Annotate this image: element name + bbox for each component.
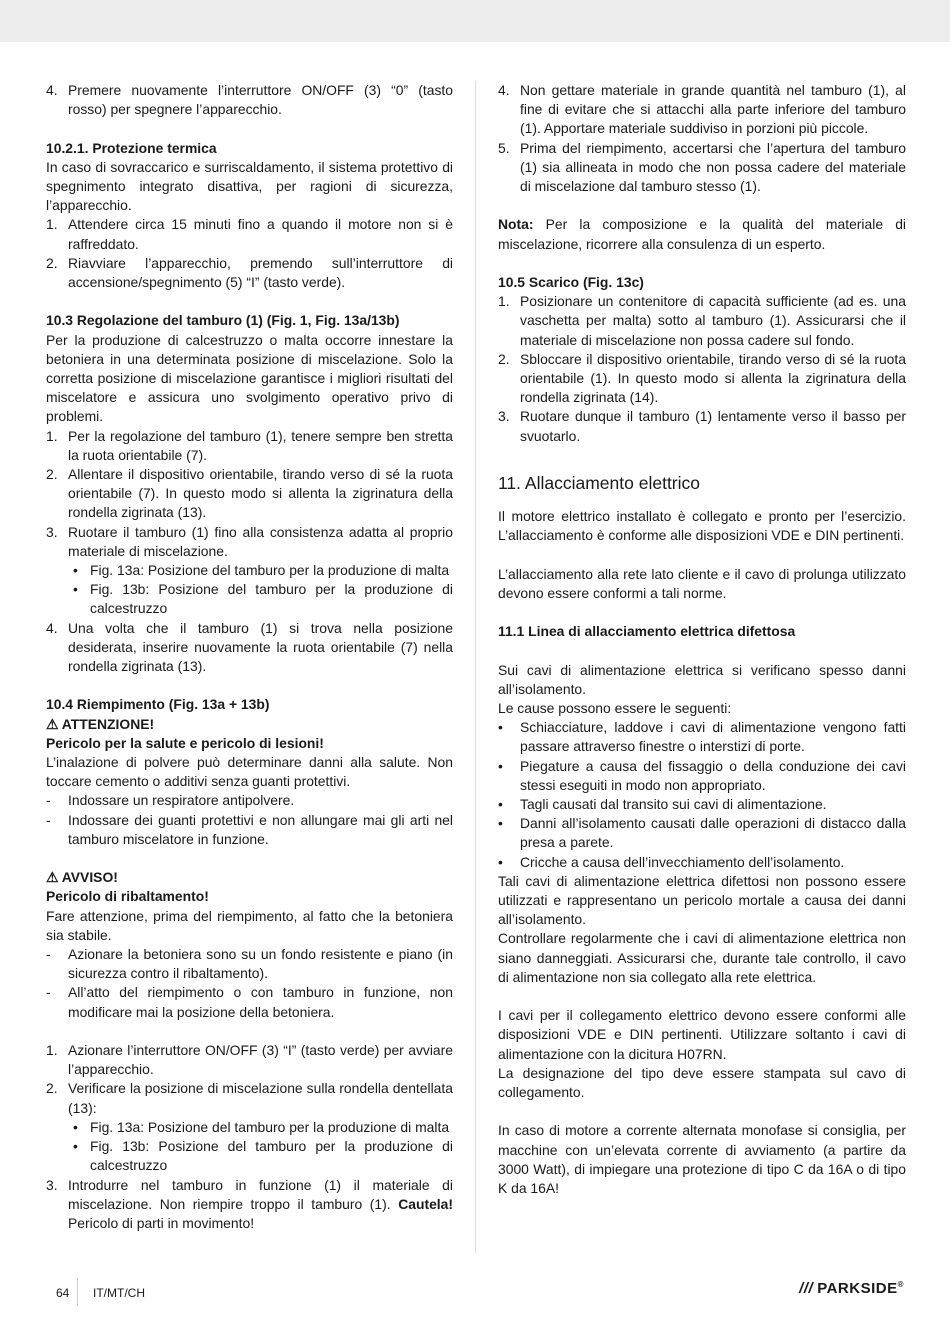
bullet-item: • Fig. 13b: Posizione del tamburo per la produzione di calcestruzzo [73,581,453,617]
paragraph: Tali cavi di alimentazione elettrica difettosi non possono essere utilizzati e rappresentano un pericolo mortale a causa dei danni all’isolamento. [498,872,906,928]
note: Nota: Per la composizione e la qualità del materiale di miscelazione, ricorrere alla consulenza di un esperto. [498,216,907,252]
bullet-item: • Fig. 13b: Posizione del tamburo per la produzione di calcestruzzo [73,1138,453,1174]
list-item: 1. Attendere circa 15 minuti fino a quando il motore non si è raffreddato. [46,216,453,252]
paragraph: In caso di motore a corrente alternata monofase si consiglia, per macchine con un’elevata corrente di avviamento (a partire da 3000 Watt), di impiegare una protezione di tipo C da 16A o di tipo K da 16A! [498,1122,906,1197]
list-item: - Indossare un respiratore antipolvere. [46,792,295,809]
header-bar [0,0,950,42]
brand-logo: /// PARKSIDE® [799,1280,904,1297]
language-code: IT/MT/CH [93,1286,145,1300]
list-item: 1. Posizionare un contenitore di capacità sufficiente (ad es. una vaschetta per malta) sotto al tamburo (1). Assicurarsi che il materiale di miscelazione non possa cadere sul fondo. [498,293,906,348]
paragraph: Controllare regolarmente che i cavi di alimentazione elettrica non siano danneggiati. Assicurarsi che, durante tale controllo, il cavo di alimentazione non sia collegato alla rete elettrica. [498,930,906,985]
list-item: - All’atto del riempimento o con tamburo in funzione, non modificare mai la posizione della betoniera. [46,984,453,1020]
right-column [498,81,906,1198]
list-item: 2. Sbloccare il dispositivo orientabile, tirando verso di sé la ruota orientabile (1). In questo modo si allenta la zigrinatura della rondella zigrinata (14). [498,350,906,406]
list-item: 3. Introdurre nel tamburo in funzione (1) il materiale di miscelazione. Non riempire troppo il tamburo (1). Cautela! Pericolo di parti in movimento! [46,1176,454,1231]
section-heading: 10.4 Riempimento (Fig. 13a + 13b) [46,696,270,713]
list-item: - Indossare dei guanti protettivi e non allungare mai gli arti nel tamburo miscelatore in funzione. [46,811,453,847]
section-heading: 10.3 Regolazione del tamburo (1) (Fig. 1, Fig. 13a/13b) [46,312,400,329]
warning-label: ⚠ AVVISO! [46,869,118,886]
list-item: - Azionare la betoniera sono su un fondo resistente e piano (in sicurezza contro il ribaltamento). [46,946,453,982]
warning-subtitle: Pericolo per la salute e pericolo di lesioni! [46,734,324,751]
warning-subtitle: Pericolo di ribaltamento! [46,888,209,905]
section-heading: 10.5 Scarico (Fig. 13c) [498,274,644,290]
paragraph: La designazione del tipo deve essere stampata sul cavo di collegamento. [498,1064,906,1101]
list-item: 2. Verificare la posizione di miscelazione sulla rondella dentellata (13): [46,1080,453,1116]
paragraph: Sui cavi di alimentazione elettrica si verificano spesso danni all’isolamento. [498,661,906,697]
warning-label: ⚠ ATTENZIONE! [46,715,155,732]
bullet-item: • Fig. 13a: Posizione del tamburo per la produzione di malta [73,1118,450,1135]
bullet-item: • Fig. 13a: Posizione del tamburo per la produzione di malta [73,562,450,579]
paragraph: L’inalazione di polvere può determinare danni alla salute. Non toccare cemento o additivi senza guanti protettivi. [46,754,453,790]
list-item: 2. Allentare il dispositivo orientabile, tirando verso di sé la ruota orientabile (7). In questo modo si allenta la zigrinatura della rondella zigrinata (13). [46,466,453,521]
list-item: 3. Ruotare il tamburo (1) fino alla consistenza adatta al proprio materiale di miscelazione. [46,523,453,559]
bullet-item: • Piegature a causa del fissaggio o della conduzione dei cavi stessi eseguiti in modo non appropriato. [498,757,906,793]
footer-divider [77,1278,78,1306]
bullet-item: • Cricche a causa dell’invecchiamento dell’isolamento. [498,853,845,870]
paragraph: I cavi per il collegamento elettrico devono essere conformi alle disposizioni VDE e DIN pertinenti. Utilizzare soltanto i cavi di alimentazione con la dicitura H07RN. [498,1007,906,1062]
section-heading: 10.2.1. Protezione termica [46,139,217,156]
paragraph: Il motore elettrico installato è collegato e pronto per l’esercizio. L’allacciamento è conforme alle disposizioni VDE e DIN pertinenti. [498,508,906,544]
paragraph: In caso di sovraccarico e surriscaldamento, il sistema protettivo di spegnimento integrato disattiva, per ragioni di sicurezza, l’apparecchio. [46,158,453,214]
list-item: 5. Prima del riempimento, accertarsi che l’apertura del tamburo (1) sia allineata in modo che non possa cadere del materiale di miscelazione dal tamburo stesso (1). [498,139,906,195]
section-heading: 11.1 Linea di allacciamento elettrica difettosa [498,623,796,640]
page-number: 64 [56,1286,70,1300]
bullet-item: • Danni all’isolamento causati dalle operazioni di distacco dalla presa a parete. [498,815,906,851]
paragraph: Le cause possono essere le seguenti: [498,700,732,716]
list-item: 3. Ruotare dunque il tamburo (1) lentamente verso il basso per svuotarlo. [498,408,906,444]
bullet-item: • Schiacciature, laddove i cavi di alimentazione vengono fatti passare attraverso finestre o interstizi di porte. [498,719,906,755]
bullet-item: • Tagli causati dal transito sui cavi di alimentazione. [498,796,827,813]
left-column [46,81,453,1233]
list-item: 4. Premere nuovamente l’interruttore ON/OFF (3) “0” (tasto rosso) per spegnere l’apparecchio. [46,82,453,118]
chapter-heading: 11. Allacciamento elettrico [498,473,701,494]
list-item: 2. Riavviare l’apparecchio, premendo sull’interruttore di accensione/spegnimento (5) “I” (tasto verde). [46,254,453,291]
paragraph: L’allacciamento alla rete lato cliente e il cavo di prolunga utilizzato devono essere conformi a tali norme. [498,565,906,601]
page-footer [0,1278,950,1308]
paragraph: Per la produzione di calcestruzzo o malta occorre innestare la betoniera in una determinata posizione di miscelazione. Solo la corretta posizione di miscelazione garantisce i migliori risultati del miscelatore e assicura uno svolgimento operativo privo di problemi. [46,331,453,425]
list-item: 1. Azionare l’interruttore ON/OFF (3) “I” (tasto verde) per avviare l’apparecchio. [46,1042,453,1078]
list-item: 1. Per la regolazione del tamburo (1), tenere sempre ben stretta la ruota orientabile (7). [46,427,453,463]
list-item: 4. Una volta che il tamburo (1) si trova nella posizione desiderata, inserire nuovamente la ruota orientabile (7) nella rondella zigrinata (13). [46,619,453,675]
column-divider [475,81,476,1253]
list-item: 4. Non gettare materiale in grande quantità nel tamburo (1), al fine di evitare che si attacchi alla parte inferiore del tamburo (1). Apportare materiale suddiviso in porzioni più piccole. [498,82,906,137]
paragraph: Fare attenzione, prima del riempimento, al fatto che la betoniera sia stabile. [46,907,453,943]
